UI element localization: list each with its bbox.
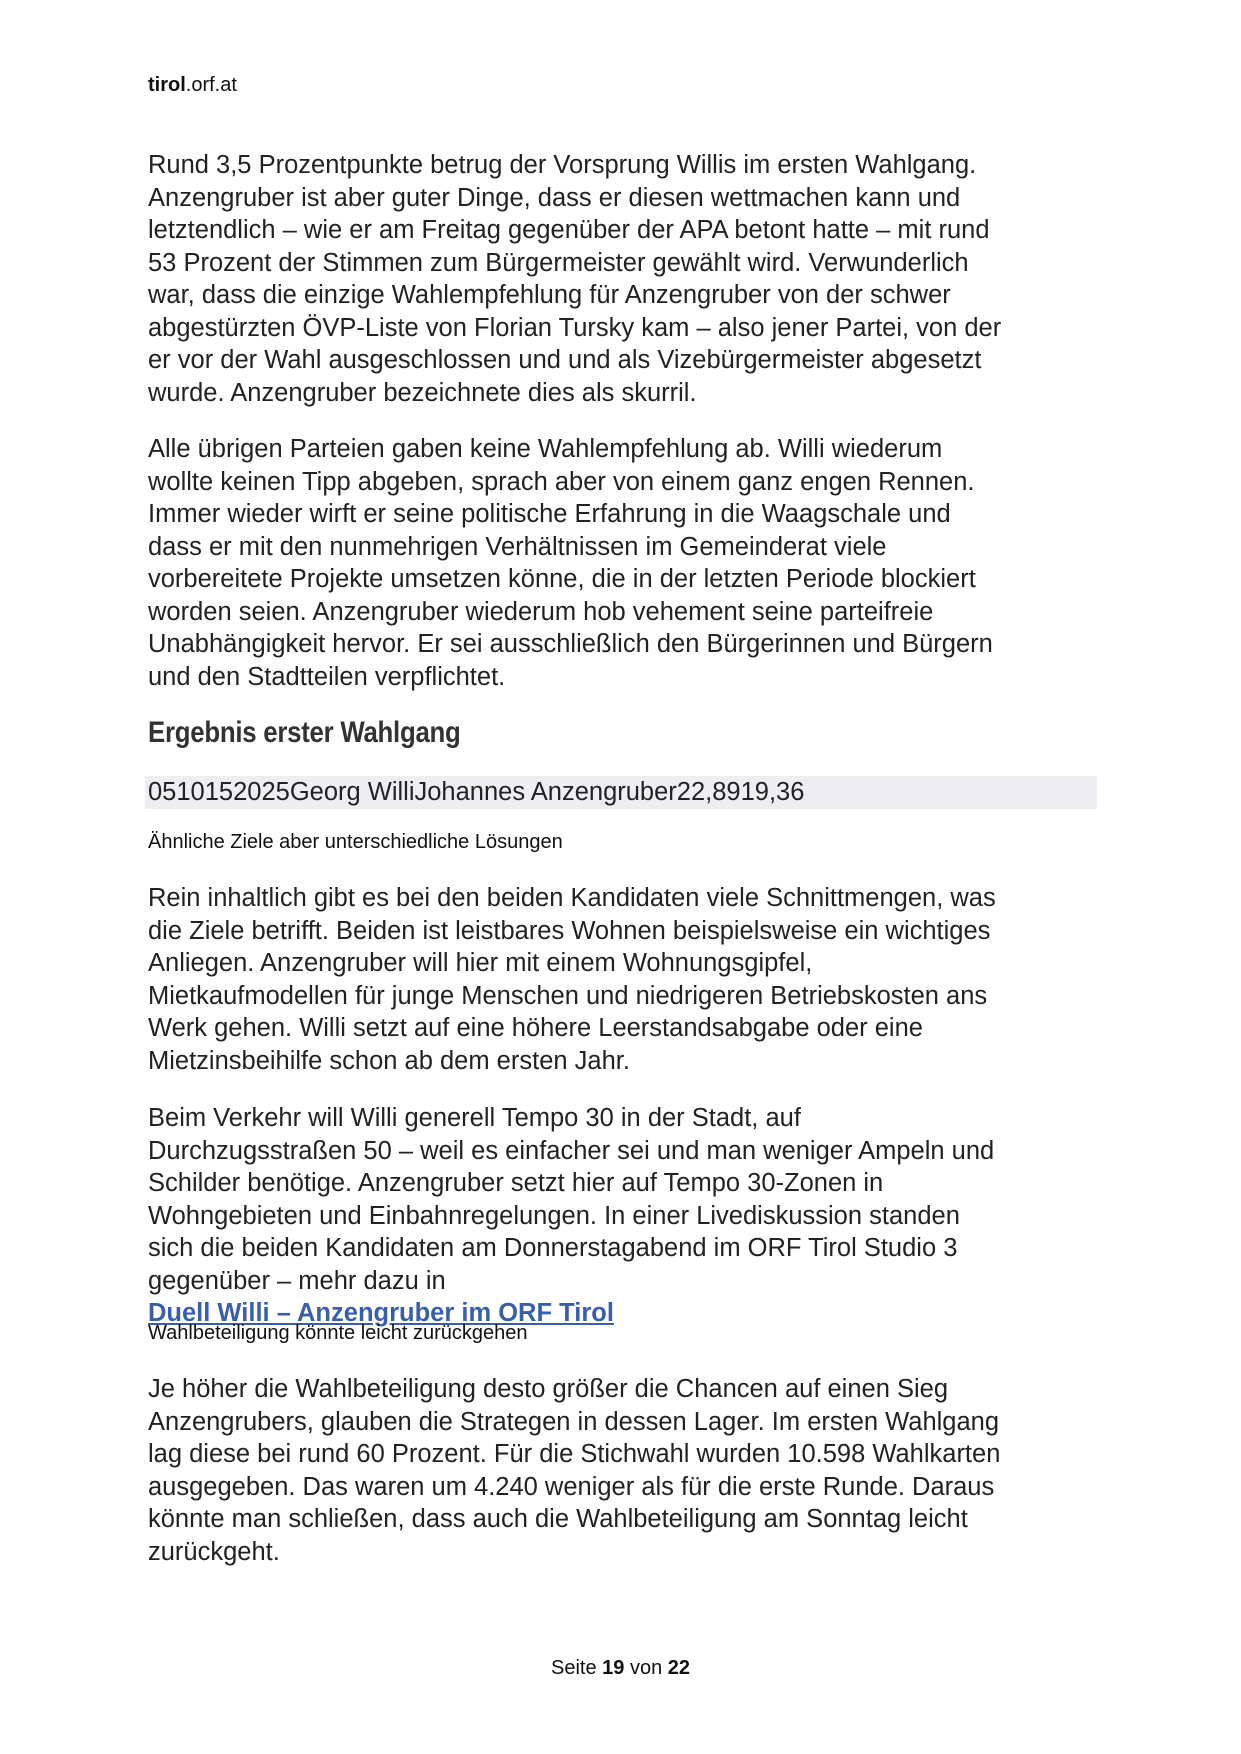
subheading-1: Ähnliche Ziele aber unterschiedliche Lösungen: [148, 831, 563, 853]
footer-prefix: Seite: [550, 1657, 603, 1679]
results-table-row: 0510152025Georg WilliJohannes Anzengruber22,8919,36: [145, 776, 1097, 809]
site-name-rest: .orf.at: [185, 74, 237, 96]
text-line: wurde. Anzengruber bezeichnete dies als skurril.: [148, 378, 697, 407]
text-line: dass er mit den nunmehrigen Verhältnissen im Gemeinderat viele: [148, 532, 887, 561]
text-line: worden seien. Anzengruber wiederum hob vehement seine parteifreie: [148, 597, 934, 626]
site-name-bold: tirol: [148, 74, 186, 96]
text-line: Rund 3,5 Prozentpunkte betrug der Vorsprung Willis im ersten Wahlgang.: [148, 151, 977, 179]
page-footer: [0, 1657, 1241, 1680]
text-line: lag diese bei rund 60 Prozent. Für die Stichwahl wurden 10.598 Wahlkarten: [148, 1440, 1001, 1468]
text-line: Durchzugsstraßen 50 – weil es einfacher sei und man weniger Ampeln und: [148, 1136, 995, 1165]
text-line: wollte keinen Tipp abgeben, sprach aber von einem ganz engen Rennen.: [148, 467, 975, 496]
paragraph-4-lines: [148, 1102, 1241, 1265]
text-line: Werk gehen. Willi setzt auf eine höhere Leerstandsabgabe oder eine: [148, 1014, 923, 1042]
text-line: letztendlich – wie er am Freitag gegenüber der APA betont hatte – mit rund: [148, 216, 990, 244]
text-line: Je höher die Wahlbeteiligung desto größer die Chancen auf einen Sieg: [148, 1375, 949, 1403]
site-name: [148, 74, 237, 97]
paragraph-3: [148, 882, 1241, 1077]
text-line: könnte man schließen, dass auch die Wahlbeteiligung am Sonntag leicht: [148, 1505, 968, 1533]
text-line: Anliegen. Anzengruber will hier mit einem Wohnungsgipfel,: [148, 949, 813, 977]
text-line: die Ziele betrifft. Beiden ist leistbares Wohnen beispielsweise ein wichtiges: [148, 916, 991, 945]
text-line: Beim Verkehr will Willi generell Tempo 30 in der Stadt, auf: [148, 1104, 801, 1132]
paragraph-4-last-line: [148, 1265, 1241, 1330]
text-line: Mietzinsbeihilfe schon ab dem ersten Jahr.: [148, 1046, 630, 1075]
subheading-2: Wahlbeteiligung könnte leicht zurückgehen: [148, 1322, 528, 1344]
current-page: 19: [602, 1657, 625, 1679]
text-line: sich die beiden Kandidaten am Donnerstagabend im ORF Tirol Studio 3: [148, 1234, 958, 1262]
text-line: Anzengrubers, glauben die Strategen in dessen Lager. Im ersten Wahlgang: [148, 1407, 1000, 1436]
text-line: ausgegeben. Das waren um 4.240 weniger als für die erste Runde. Daraus: [148, 1472, 995, 1501]
paragraph-5: [148, 1373, 1241, 1568]
paragraph-2: [148, 433, 1241, 693]
text-line: und den Stadtteilen verpflichtet.: [148, 662, 506, 691]
text-line: Anzengruber ist aber guter Dinge, dass er diesen wettmachen kann und: [148, 183, 961, 212]
text-line: Unabhängigkeit hervor. Er sei ausschließlich den Bürgerinnen und Bürgern: [148, 630, 993, 658]
text-line: er vor der Wahl ausgeschlossen und und als Vizebürgermeister abgesetzt: [148, 346, 982, 374]
text: gegenüber – mehr dazu in: [148, 1266, 446, 1295]
paragraph-4: [148, 1102, 1241, 1330]
text-line: Alle übrigen Parteien gaben keine Wahlempfehlung ab. Willi wiederum: [148, 435, 943, 463]
section-heading: Ergebnis erster Wahlgang: [148, 716, 461, 749]
text-line: abgestürzten ÖVP-Liste von Florian Tursky kam – also jener Partei, von der: [148, 313, 1002, 342]
text-line: 53 Prozent der Stimmen zum Bürgermeister gewählt wird. Verwunderlich: [148, 248, 969, 277]
total-pages: 22: [667, 1657, 690, 1679]
duell-link[interactable]: Duell Willi – Anzengruber im ORF Tirol: [148, 1299, 614, 1327]
text-line: Mietkaufmodellen für junge Menschen und niedrigeren Betriebskosten ans: [148, 981, 988, 1010]
footer-middle: von: [624, 1657, 668, 1679]
text-line: vorbereitete Projekte umsetzen könne, die in der letzten Periode blockiert: [148, 565, 976, 593]
text-line: war, dass die einzige Wahlempfehlung für Anzengruber von der schwer: [148, 281, 951, 309]
text-line: Wohngebieten und Einbahnregelungen. In einer Livediskussion standen: [148, 1201, 960, 1230]
paragraph-1: [148, 149, 1241, 409]
text-line: zurückgeht.: [148, 1537, 280, 1566]
text-line: Schilder benötige. Anzengruber setzt hier auf Tempo 30-Zonen in: [148, 1169, 884, 1197]
text-line: Immer wieder wirft er seine politische Erfahrung in die Waagschale und: [148, 500, 951, 528]
text-line: Rein inhaltlich gibt es bei den beiden Kandidaten viele Schnittmengen, was: [148, 884, 996, 912]
